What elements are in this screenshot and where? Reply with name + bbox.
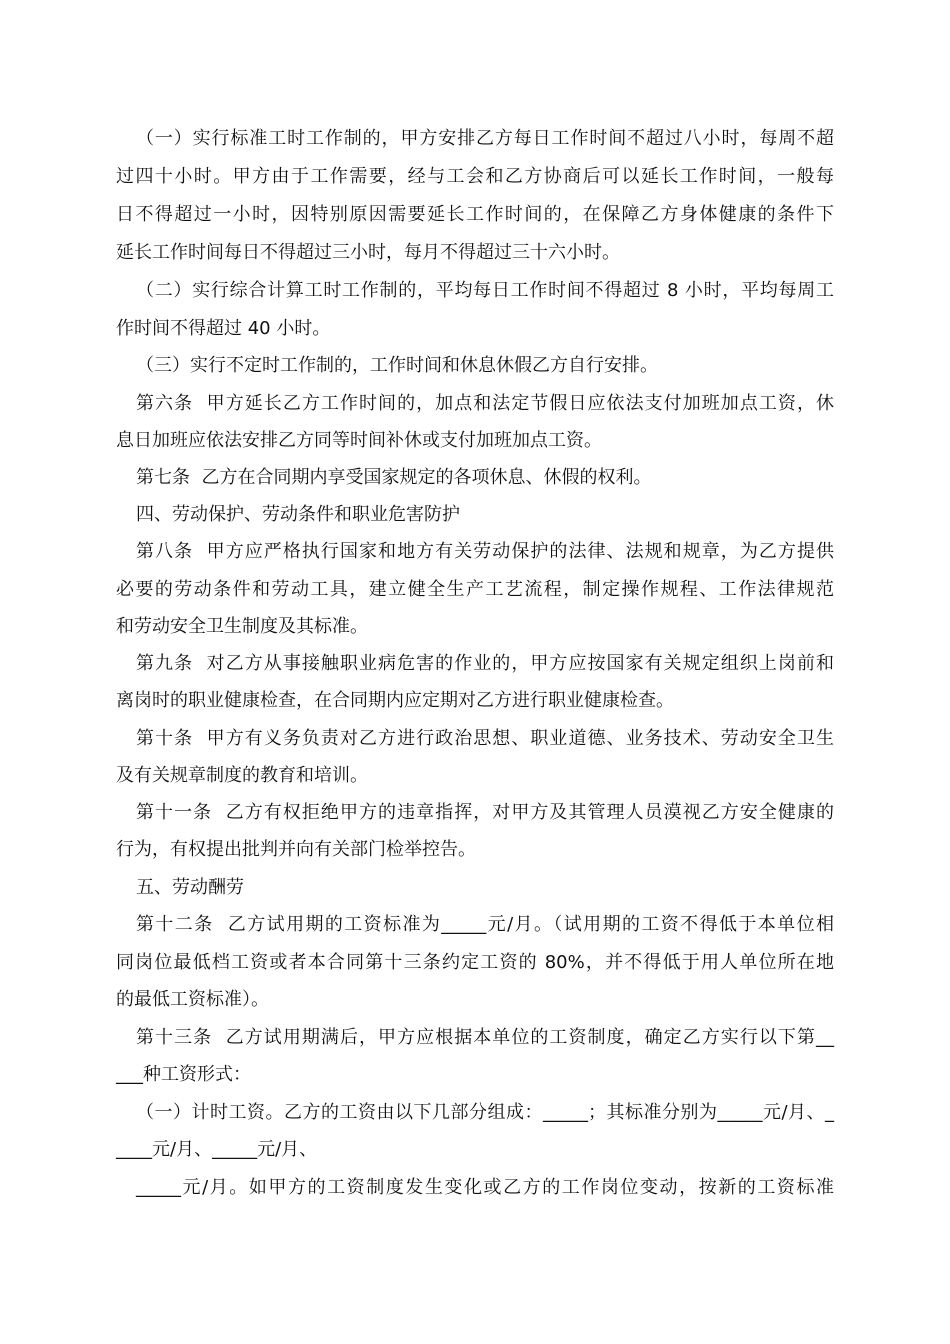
article-8: 第八条 甲方应严格执行国家和地方有关劳动保护的法律、法规和规章，为乙方提供 (136, 541, 834, 562)
text-line: （三）实行不定时工作制的，工作时间和休息休假乙方自行安排。 (136, 355, 658, 376)
article-11: 第十一条 乙方有权拒绝甲方的违章指挥，对甲方及其管理人员漠视乙方安全健康的 (136, 802, 834, 823)
text-line: （一）计时工资。乙方的工资由以下几部分组成：_____；其标准分别为_____元/月、_ (136, 1102, 834, 1123)
text-line: 行为，有权提出批判并向有关部门检举控告。 (116, 839, 476, 860)
text-line: （一）实行标准工时工作制的，甲方安排乙方每日工作时间不超过八小时，每周不超 (136, 128, 834, 149)
text-line: _____元/月。如甲方的工资制度发生变化或乙方的工作岗位变动，按新的工资标准 (136, 1177, 834, 1198)
article-7: 第七条 乙方在合同期内享受国家规定的各项休息、休假的权利。 (136, 467, 652, 488)
text-line: （二）实行综合计算工时工作制的，平均每日工作时间不得超过 8 小时，平均每周工 (136, 280, 834, 301)
text-line: 过四十小时。甲方由于工作需要，经与工会和乙方协商后可以延长工作时间，一般每 (116, 166, 834, 187)
text-line: 离岗时的职业健康检查，在合同期内应定期对乙方进行职业健康检查。 (116, 690, 674, 711)
article-13: 第十三条 乙方试用期满后，甲方应根据本单位的工资制度，确定乙方实行以下第__ (136, 1027, 834, 1048)
section-heading: 四、劳动保护、劳动条件和职业危害防护 (136, 504, 460, 525)
text-line: ___种工资形式： (116, 1064, 251, 1085)
text-line: 息日加班应依法安排乙方同等时间补休或支付加班加点工资。 (116, 430, 602, 451)
article-9: 第九条 对乙方从事接触职业病危害的作业的，甲方应按国家有关规定组织上岗前和 (136, 653, 834, 674)
text-line: 延长工作时间每日不得超过三小时，每月不得超过三十六小时。 (116, 242, 620, 263)
text-line: 的最低工资标准）。 (116, 989, 269, 1010)
article-10: 第十条 甲方有义务负责对乙方进行政治思想、职业道德、业务技术、劳动安全卫生 (136, 728, 834, 749)
text-line: 日不得超过一小时，因特别原因需要延长工作时间的，在保障乙方身体健康的条件下 (116, 204, 834, 225)
text-line: 必要的劳动条件和劳动工具，建立健全生产工艺流程，制定操作规程、工作法律规范 (116, 579, 834, 600)
section-heading: 五、劳动酬劳 (136, 877, 244, 898)
article-6: 第六条 甲方延长乙方工作时间的，加点和法定节假日应依法支付加班加点工资，休 (136, 393, 834, 414)
text-line: 和劳动安全卫生制度及其标准。 (116, 616, 368, 637)
text-line: 同岗位最低档工资或者本合同第十三条约定工资的 80%，并不得低于用人单位所在地 (116, 952, 834, 973)
text-line: ____元/月、_____元/月、 (116, 1139, 318, 1160)
text-line: 及有关规章制度的教育和培训。 (116, 765, 368, 786)
article-12: 第十二条 乙方试用期的工资标准为_____元/月。（试用期的工资不得低于本单位相 (136, 914, 834, 935)
text-line: 作时间不得超过 40 小时。 (116, 318, 331, 339)
